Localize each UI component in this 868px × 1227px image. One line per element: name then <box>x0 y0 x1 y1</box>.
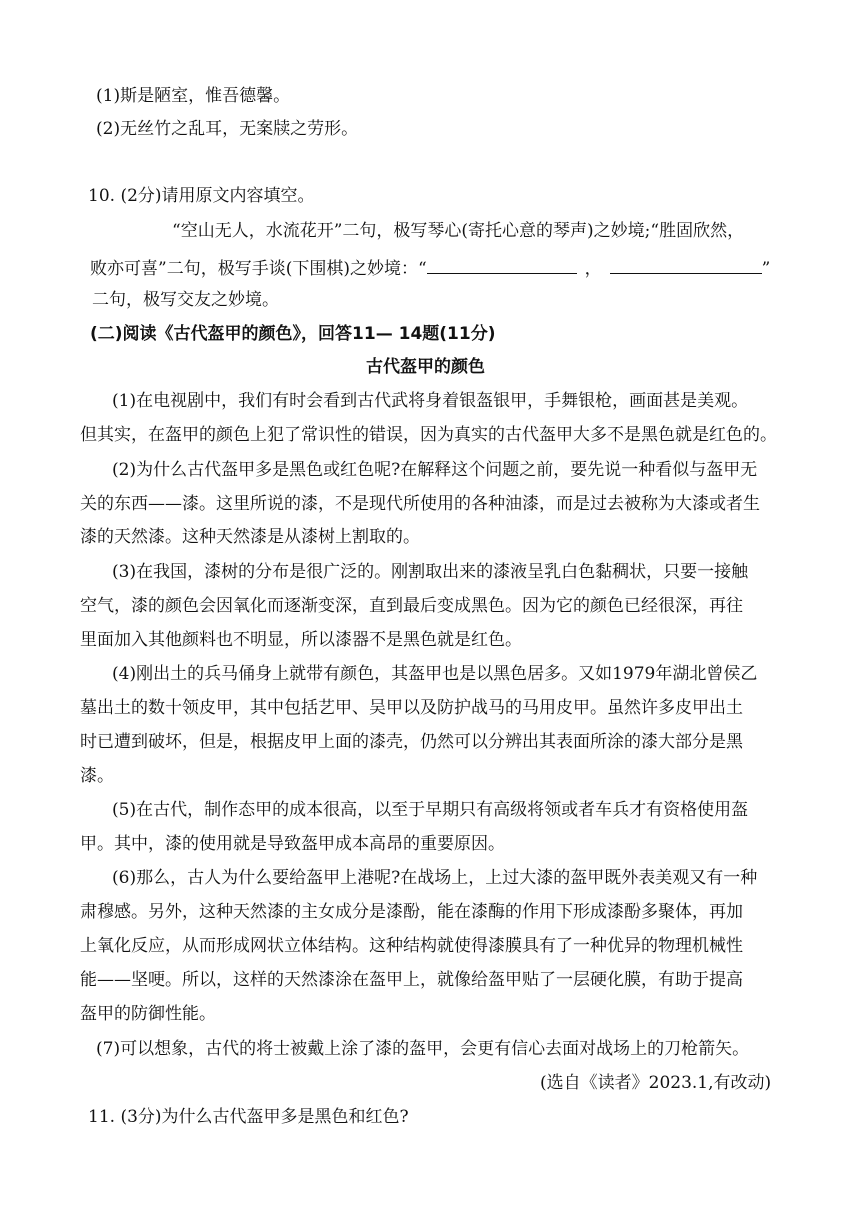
article-line: 时已遭到破坏，但是，根据皮甲上面的漆壳，仍然可以分辨出其表面所涂的漆大部分是黑 <box>80 732 743 752</box>
article-line: 盔甲的防御性能。 <box>80 1004 216 1024</box>
q11-stem: 11. (3分)为什么古代盔甲多是黑色和红色? <box>88 1107 409 1127</box>
article-line: (7)可以想象，古代的将士被戴上涂了漆的盔甲，会更有信心去面对战场上的刀枪箭矢。 <box>96 1039 750 1059</box>
article-line: 漆。 <box>80 766 114 786</box>
q9-item-1: (1)斯是陋室，惟吾德馨。 <box>96 86 291 106</box>
article-line: 漆的天然漆。这种天然漆是从漆树上割取的。 <box>80 527 420 547</box>
section-heading: (二)阅读《古代盔甲的颜色》，回答11— 14题(11分) <box>90 324 496 344</box>
article-line: 关的东西——漆。这里所说的漆，不是现代所使用的各种油漆，而是过去被称为大漆或者生 <box>80 494 760 514</box>
article-line: 墓出土的数十领皮甲，其中包括艺甲、吴甲以及防护战马的马用皮甲。虽然许多皮甲出土 <box>80 698 743 718</box>
q10-stem: 10. (2分)请用原文内容填空。 <box>88 186 315 206</box>
article-line: 但其实，在盔甲的颜色上犯了常识性的错误，因为真实的古代盔甲大多不是黑色就是红色的。 <box>80 425 777 445</box>
article-title: 古代盔甲的颜色 <box>366 357 485 377</box>
article-line: 甲。其中，漆的使用就是导致盔甲成本高昂的重要原因。 <box>80 834 505 854</box>
article-line: 上氧化反应，从而形成网状立体结构。这种结构就使得漆膜具有了一种优异的物理机械性 <box>80 936 743 956</box>
q10-close-quote: ” <box>761 259 771 279</box>
article-line: (1)在电视剧中，我们有时会看到古代武将身着银盔银甲，手舞银枪，画面甚是美观。 <box>112 391 749 411</box>
q10-blank-2[interactable] <box>610 255 762 274</box>
q10-line-3: 二句，极写交友之妙境。 <box>92 290 279 310</box>
article-line: (3)在我国，漆树的分布是很广泛的。刚割取出来的漆液呈乳白色黏稠状，只要一接触 <box>112 562 749 582</box>
article-source: (选自《读者》2023.1,有改动) <box>540 1073 772 1093</box>
article-line: 空气，漆的颜色会因氧化而逐渐变深，直到最后变成黑色。因为它的颜色已经很深，再往 <box>80 596 743 616</box>
q10-line-2-text: 败亦可喜”二句，极写手谈(下围棋)之妙境：“ <box>90 259 427 279</box>
article-line: 里面加入其他颜料也不明显，所以漆器不是黑色就是红色。 <box>80 630 522 650</box>
article-line: (5)在古代，制作态甲的成本很高，以至于早期只有高级将领或者车兵才有资格使用盔 <box>112 800 749 820</box>
article-line: (6)那么，古人为什么要给盔甲上港呢?在战场上，上过大漆的盔甲既外表美观又有一种 <box>112 868 758 888</box>
q10-line-1: “空山无人，水流花开”二句，极写琴心(寄托心意的琴声)之妙境;“胜固欣然， <box>172 221 745 241</box>
article-line: (2)为什么古代盔甲多是黑色或红色呢?在解释这个问题之前，要先说一种看似与盔甲无 <box>112 460 758 480</box>
q10-blank-1[interactable] <box>427 255 577 274</box>
article-line: 肃穆感。另外，这种天然漆的主女成分是漆酚，能在漆酶的作用下形成漆酚多聚体，再加 <box>80 902 743 922</box>
article-line: (4)刚出土的兵马俑身上就带有颜色，其盔甲也是以黑色居多。又如1979年湖北曾侯乙 <box>112 664 758 684</box>
q9-item-2: (2)无丝竹之乱耳，无案牍之劳形。 <box>96 119 359 139</box>
q10-line-2 <box>90 255 770 281</box>
article-line: 能——坚哽。所以，这样的天然漆涂在盔甲上，就像给盔甲贴了一层硬化膜，有助于提高 <box>80 970 743 990</box>
q10-comma: ， <box>584 259 602 279</box>
